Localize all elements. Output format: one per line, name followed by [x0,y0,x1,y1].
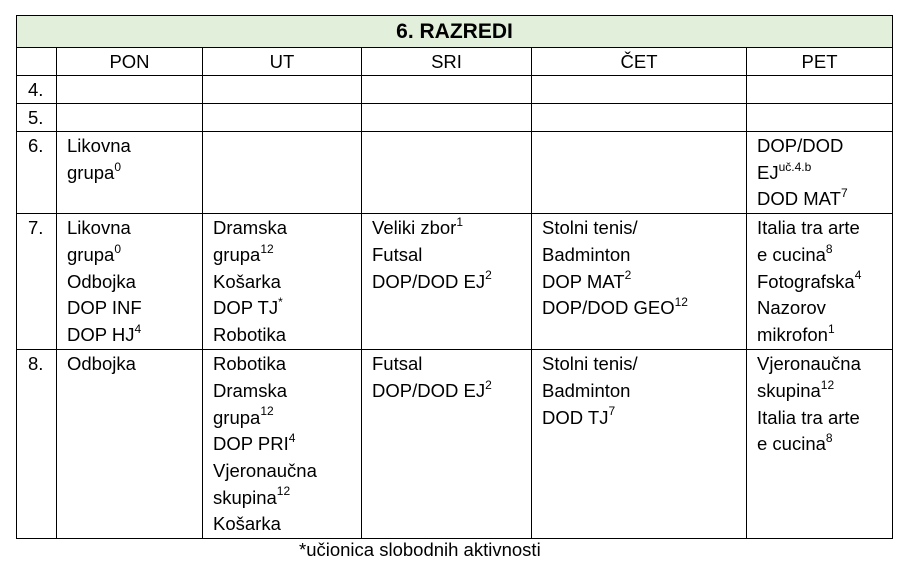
activity-cell-ut [203,132,362,214]
room-number-superscript: * [278,295,283,310]
activity-text: Italia tra arte [757,406,860,428]
activity-cell-sri [362,214,532,350]
activity-line [372,269,531,296]
activity-text: Robotika [213,353,287,375]
activity-cell-pon [57,214,203,350]
activity-text: grupa [67,161,115,183]
activity-text: Košarka [213,513,281,535]
activity-line [757,405,892,432]
activity-text: Vjeronaučna [213,459,317,481]
activity-line [213,322,361,349]
activity-line [542,351,746,378]
activity-line [213,215,361,242]
schedule-row [17,132,893,214]
day-header-ut: UT [203,48,362,76]
activity-line [67,242,202,269]
activity-text: e cucina [757,243,826,265]
activity-text: Veliki zbor [372,217,457,239]
activity-cell-pon [57,132,203,214]
schedule-table [16,15,893,539]
activity-text: Odbojka [67,270,136,292]
activity-text: Nazorov [757,297,826,319]
activity-cell-pon [57,104,203,132]
day-header-pon: PON [57,48,203,76]
activity-line [542,242,746,269]
day-header-row [17,48,893,76]
activity-line [542,378,746,405]
activity-cell-ut [203,76,362,104]
activity-line [372,351,531,378]
activity-text: Italia tra arte [757,217,860,239]
activity-text: DOP HJ [67,323,135,345]
room-number-superscript: 1 [456,214,464,229]
activity-cell-pet [747,76,893,104]
activity-text: Dramska [213,217,288,239]
activity-cell-pet [747,104,893,132]
activity-line [757,295,892,322]
activity-text: DOD MAT [757,188,841,210]
activity-text: Futsal [372,353,423,375]
activity-text: DOP MAT [542,270,625,292]
activity-line [213,378,361,405]
activity-cell-pet [747,350,893,539]
room-number-superscript: 4 [134,321,142,336]
activity-line [757,269,892,296]
room-number-superscript: 7 [840,186,848,201]
room-number-superscript: 7 [608,404,616,419]
activity-line [542,215,746,242]
activity-line [757,186,892,213]
activity-cell-cet [532,350,747,539]
activity-text: DOP TJ [213,297,279,319]
activity-line [542,295,746,322]
activity-line [757,378,892,405]
activity-cell-pet [747,214,893,350]
activity-text: Stolni tenis/ [542,217,638,239]
activity-line [757,133,892,160]
room-number-superscript: 1 [827,321,835,336]
room-number-superscript: 12 [276,484,291,499]
activity-cell-ut [203,214,362,350]
activity-text: Stolni tenis/ [542,353,638,375]
activity-cell-sri [362,104,532,132]
activity-line [67,160,202,187]
activity-text: DOP INF [67,297,142,319]
activity-line [67,351,202,378]
activity-text: DOD TJ [542,406,609,428]
activity-line [67,133,202,160]
period-label: 5. [17,104,57,132]
room-number-superscript: 4 [854,268,862,283]
period-label: 4. [17,76,57,104]
activity-text: Dramska [213,379,288,401]
schedule-row [17,350,893,539]
activity-line [372,215,531,242]
room-number-superscript: 4 [288,431,296,446]
day-header-sri: SRI [362,48,532,76]
activity-cell-cet [532,132,747,214]
header-corner-cell [17,48,57,76]
activity-line [757,431,892,458]
room-number-superscript: 2 [624,268,632,283]
activity-text: Likovna [67,217,131,239]
activity-line [213,485,361,512]
room-number-superscript: 2 [485,268,492,283]
activity-text: grupa [67,243,115,265]
activity-line [372,378,531,405]
activity-text: skupina [213,486,277,508]
activity-line [542,269,746,296]
activity-text: Košarka [213,270,281,292]
activity-line [67,215,202,242]
room-number-superscript: 12 [820,377,835,392]
room-number-superscript: 2 [485,377,492,392]
table-title: 6. RAZREDI [17,16,893,48]
activity-line [213,405,361,432]
activity-text: grupa [213,406,261,428]
activity-cell-ut [203,350,362,539]
activity-text: Likovna [67,135,131,156]
activity-text: EJ [757,161,779,183]
activity-line [213,295,361,322]
activity-line [213,242,361,269]
room-number-superscript: 12 [674,295,688,310]
activity-line [757,322,892,349]
activity-text: e cucina [757,433,826,455]
room-number-superscript: 8 [825,431,833,446]
activity-text: DOP PRI [213,433,289,455]
schedule-row [17,104,893,132]
room-number-superscript: 12 [260,404,274,419]
period-label: 8. [17,350,57,539]
footnote: *učionica slobodnih aktivnosti [299,539,541,560]
activity-text: Vjeronaučna [757,353,861,375]
activity-line [757,242,892,269]
schedule-row [17,214,893,350]
activity-text: Fotografska [757,270,855,292]
activity-cell-ut [203,104,362,132]
activity-text: DOP/DOD GEO [542,297,675,319]
period-label: 6. [17,132,57,214]
activity-cell-cet [532,214,747,350]
activity-line [213,269,361,296]
room-number-superscript: 0 [114,241,122,256]
activity-line [67,269,202,296]
activity-line [213,431,361,458]
activity-cell-pon [57,350,203,539]
activity-text: DOP/DOD [757,135,844,156]
activity-line [757,351,892,378]
activity-line [67,322,202,349]
activity-text: DOP/DOD EJ [372,270,486,292]
activity-text: Futsal [372,243,423,265]
room-number-superscript: 8 [825,241,833,256]
activity-line [757,160,892,187]
activity-line [542,405,746,432]
activity-line [757,215,892,242]
activity-line [213,351,361,378]
activity-text: grupa [213,243,261,265]
activity-text: mikrofon [757,323,828,345]
activity-line [67,295,202,322]
activity-cell-cet [532,76,747,104]
room-number-superscript: uč.4.b [778,159,812,174]
activity-cell-sri [362,350,532,539]
activity-cell-sri [362,76,532,104]
activity-text: DOP/DOD EJ [372,379,486,401]
activity-text: Badminton [542,243,631,265]
activity-cell-pet [747,132,893,214]
period-label: 7. [17,214,57,350]
day-header-cet: ČET [532,48,747,76]
activity-text: Badminton [542,379,631,401]
activity-line [213,458,361,485]
activity-text: skupina [757,379,821,401]
day-header-pet: PET [747,48,893,76]
room-number-superscript: 0 [114,159,122,174]
activity-text: Odbojka [67,353,136,375]
activity-cell-cet [532,104,747,132]
activity-line [213,511,361,538]
room-number-superscript: 12 [260,241,274,256]
activity-text: Robotika [213,323,287,345]
activity-cell-pon [57,76,203,104]
activity-cell-sri [362,132,532,214]
activity-line [372,242,531,269]
schedule-row [17,76,893,104]
